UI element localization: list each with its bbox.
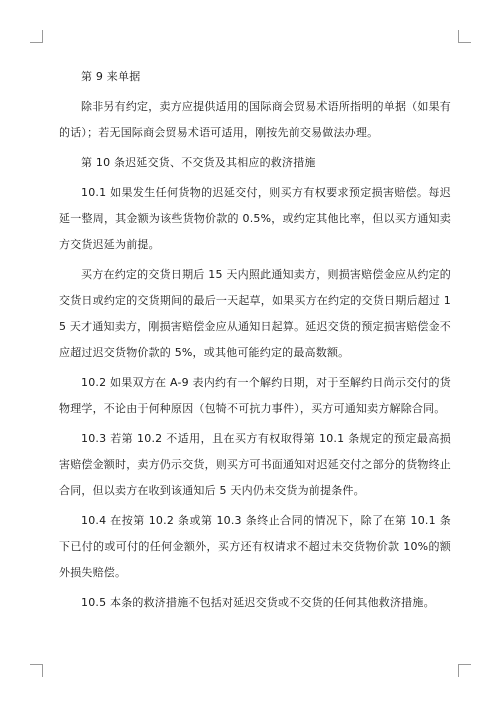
paragraph-10-3: 10.3 若第 10.2 不适用，且在买方有权取得第 10.1 条规定的预定最高损害赔偿金额时，卖方仍示交货，则买方可书面通知对迟延交付之部分的货物终止合同，但以卖方在收到该通知后 5 天内仍未交货为前提条件。: [59, 432, 451, 497]
paragraph-10-1: 10.1 如果发生任何货物的迟延交付，则买方有权要求预定损害赔偿。每迟延一整周，其金额为该些货物价款的 0.5%，或约定其他比率，但以买方通知卖方交货迟延为前提。: [59, 186, 451, 251]
paragraph-10-4: 10.4 在按第 10.2 条或第 10.3 条终止合同的情况下，除了在第 10.1 条下已付的或可付的任何金额外，买方还有权请求不超过未交货物价款 10%的额外损失赔偿。: [59, 514, 451, 579]
crop-mark-bottom-left: [30, 664, 43, 677]
paragraph-10-2: 10.2 如果双方在 A-9 表内约有一个解约日期，对于至解约日尚示交付的货物理学，不论由于何种原因（包犄不可抗力事件），买方可通知卖方解除合同。: [59, 376, 451, 415]
paragraph-10-1-notice: 买方在约定的交货日期后 15 天内照此通知卖方，则损害赔偿金应从约定的交货日或约定的交货期间的最后一天起草，如果买方在约定的交货日期后超过 15 天才通知卖方，刚损害赔偿金应从通知日起算。延迟交货的预定损害赔偿金不应超过迟交货物价款的 5%，或其他可能约定的最高数额。: [59, 268, 451, 359]
crop-mark-top-left: [30, 30, 43, 43]
section-heading-documents: 第 9 来单据: [81, 70, 141, 83]
paragraph-documents: 除非另有约定，卖方应提供适用的国际商会贸易术语所指明的单据（如果有的话）；若无国际商会贸易术语可适用，刚按先前交易做法办理。: [59, 100, 451, 139]
crop-mark-bottom-right: [458, 664, 471, 677]
document-body: [59, 64, 451, 620]
paragraph-10-5: 10.5 本条的救济措施不包括对延迟交货或不交货的任何其他救济措施。: [81, 596, 435, 609]
crop-mark-top-right: [458, 30, 471, 43]
section-heading-delay: 第 10 条迟延交货、不交货及其相应的救济措施: [81, 156, 316, 169]
